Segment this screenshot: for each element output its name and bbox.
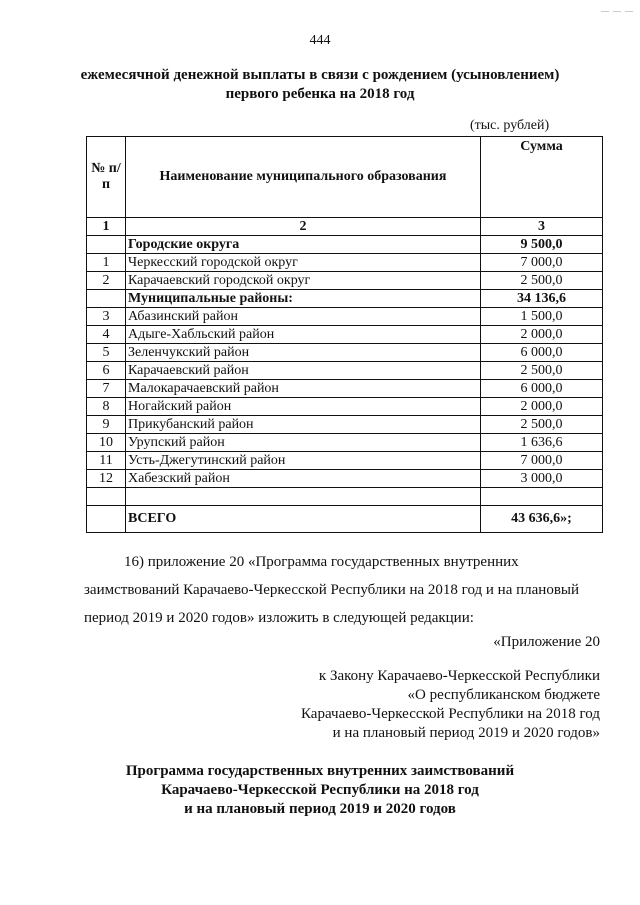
blank-row xyxy=(87,488,603,506)
row-number: 10 xyxy=(87,434,126,452)
column-number-row xyxy=(87,218,603,236)
table-heading xyxy=(60,66,580,104)
row-sum: 34 136,6 xyxy=(481,290,603,308)
header-name: Наименование муниципального образования xyxy=(126,137,481,218)
row-name: Малокарачаевский район xyxy=(126,380,481,398)
table-body xyxy=(87,236,603,488)
units-label: (тыс. рублей) xyxy=(470,118,550,133)
amendment-paragraph xyxy=(84,548,600,632)
heading-line-2: первого ребенка на 2018 год xyxy=(225,86,415,102)
program-title-line: Программа государственных внутренних заимствований xyxy=(125,763,515,779)
row-name: Городские округа xyxy=(126,236,481,254)
row-number: 8 xyxy=(87,398,126,416)
row-sum: 2 500,0 xyxy=(481,272,603,290)
appendix-line: к Закону Карачаево-Черкесской Республики xyxy=(318,668,600,684)
row-sum: 7 000,0 xyxy=(481,254,603,272)
row-number: 2 xyxy=(87,272,126,290)
table-row xyxy=(87,272,603,290)
corner-mark: — — — xyxy=(601,6,634,15)
program-title-line: и на плановый период 2019 и 2020 годов xyxy=(184,801,456,817)
row-name: Урупский район xyxy=(126,434,481,452)
table-row xyxy=(87,326,603,344)
table-row xyxy=(87,470,603,488)
program-title xyxy=(60,762,580,819)
table-row xyxy=(87,380,603,398)
appendix-line: и на плановый период 2019 и 2020 годов» xyxy=(332,725,600,741)
row-name: Зеленчукский район xyxy=(126,344,481,362)
table-row xyxy=(87,254,603,272)
budget-table xyxy=(86,136,603,533)
appendix-title: «Приложение 20 xyxy=(493,634,600,650)
row-number: 3 xyxy=(87,308,126,326)
table-row xyxy=(87,362,603,380)
row-sum: 1 500,0 xyxy=(481,308,603,326)
header-sum: Сумма xyxy=(481,137,603,218)
row-sum: 6 000,0 xyxy=(481,380,603,398)
table-row xyxy=(87,308,603,326)
table-row xyxy=(87,290,603,308)
row-number: 12 xyxy=(87,470,126,488)
total-row xyxy=(87,506,603,533)
col-number: 3 xyxy=(481,218,603,236)
row-sum: 2 500,0 xyxy=(481,362,603,380)
paragraph-line: заимствований Карачаево-Черкесской Республики на 2018 год и на плановый xyxy=(84,582,580,598)
page-number: 444 xyxy=(309,33,331,48)
row-sum: 9 500,0 xyxy=(481,236,603,254)
col-number: 1 xyxy=(87,218,126,236)
row-sum: 6 000,0 xyxy=(481,344,603,362)
appendix-line: Карачаево-Черкесской Республики на 2018 год xyxy=(301,706,600,722)
row-number: 6 xyxy=(87,362,126,380)
program-title-line: Карачаево-Черкесской Республики на 2018 год xyxy=(161,782,479,798)
table-row xyxy=(87,344,603,362)
table-header-row xyxy=(87,137,603,218)
row-name: Муниципальные районы: xyxy=(126,290,481,308)
row-name: Карачаевский район xyxy=(126,362,481,380)
row-sum: 1 636,6 xyxy=(481,434,603,452)
row-number: 4 xyxy=(87,326,126,344)
row-number: 5 xyxy=(87,344,126,362)
appendix-line: «О республиканском бюджете xyxy=(407,687,600,703)
row-name: Хабезский район xyxy=(126,470,481,488)
header-num: № п/п xyxy=(87,137,126,218)
row-number xyxy=(87,236,126,254)
total-sum: 43 636,6»; xyxy=(481,506,603,533)
row-number xyxy=(87,290,126,308)
row-number: 7 xyxy=(87,380,126,398)
row-name: Усть-Джегутинский район xyxy=(126,452,481,470)
table-row xyxy=(87,434,603,452)
table-row xyxy=(87,398,603,416)
heading-line-1: ежемесячной денежной выплаты в связи с рождением (усыновлением) xyxy=(80,67,560,83)
appendix-reference xyxy=(301,667,600,743)
row-number: 11 xyxy=(87,452,126,470)
total-label: ВСЕГО xyxy=(126,506,481,533)
row-sum: 2 000,0 xyxy=(481,326,603,344)
row-name: Абазинский район xyxy=(126,308,481,326)
row-name: Прикубанский район xyxy=(126,416,481,434)
table-row xyxy=(87,236,603,254)
paragraph-line: период 2019 и 2020 годов» изложить в следующей редакции: xyxy=(84,610,474,626)
row-number: 9 xyxy=(87,416,126,434)
row-sum: 2 500,0 xyxy=(481,416,603,434)
row-sum: 2 000,0 xyxy=(481,398,603,416)
row-number: 1 xyxy=(87,254,126,272)
row-sum: 3 000,0 xyxy=(481,470,603,488)
row-name: Карачаевский городской округ xyxy=(126,272,481,290)
row-name: Черкесский городской округ xyxy=(126,254,481,272)
col-number: 2 xyxy=(126,218,481,236)
paragraph-line: 16) приложение 20 «Программа государственных внутренних xyxy=(124,554,519,570)
row-name: Адыге-Хабльский район xyxy=(126,326,481,344)
table-row xyxy=(87,416,603,434)
row-name: Ногайский район xyxy=(126,398,481,416)
table-row xyxy=(87,452,603,470)
row-sum: 7 000,0 xyxy=(481,452,603,470)
